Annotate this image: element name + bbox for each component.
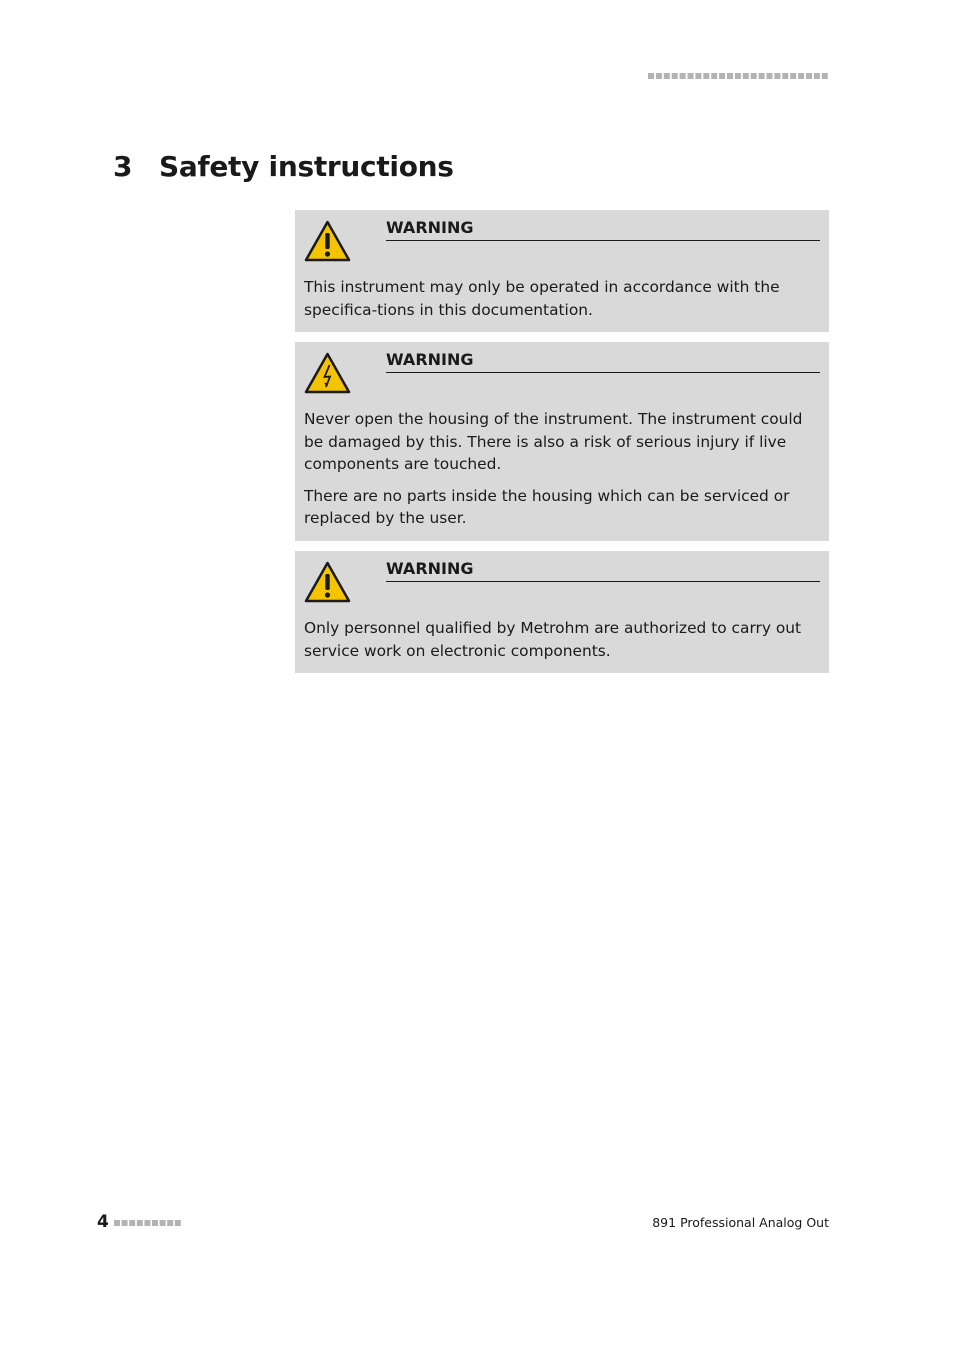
dot <box>688 73 694 79</box>
dot <box>719 73 725 79</box>
chapter-title-text: Safety instructions <box>159 150 454 183</box>
electrical-hazard-icon <box>304 352 351 394</box>
dot <box>680 73 686 79</box>
dot <box>751 73 757 79</box>
warning-text: Never open the housing of the instrument. The instrument could be damaged by this. There is also a risk of serious injury if live components are touched. <box>304 410 803 473</box>
dot <box>822 73 828 79</box>
product-name: 891 Professional Analog Out <box>652 1215 829 1230</box>
warning-box-3 <box>295 551 829 673</box>
dot <box>122 1220 128 1226</box>
general-warning-icon <box>304 220 351 262</box>
warning-box-1 <box>295 210 829 332</box>
dot <box>790 73 796 79</box>
warning-heading: WARNING <box>386 559 820 582</box>
dot <box>774 73 780 79</box>
header-dot-ornament <box>648 72 829 80</box>
dot <box>664 73 670 79</box>
dot <box>175 1220 181 1226</box>
warning-body <box>304 617 820 671</box>
warning-heading: WARNING <box>386 350 820 373</box>
warning-body <box>304 408 820 539</box>
dot <box>782 73 788 79</box>
dot <box>160 1220 166 1226</box>
dot <box>806 73 812 79</box>
dot <box>672 73 678 79</box>
dot <box>152 1220 158 1226</box>
dot <box>798 73 804 79</box>
dot <box>167 1220 173 1226</box>
dot <box>144 1220 150 1226</box>
chapter-number: 3 <box>113 150 133 183</box>
dot <box>703 73 709 79</box>
warning-box-2 <box>295 342 829 541</box>
dot <box>759 73 765 79</box>
warning-body <box>304 276 820 330</box>
dot <box>129 1220 135 1226</box>
general-warning-icon <box>304 561 351 603</box>
footer-dot-ornament <box>114 1219 182 1227</box>
dot <box>114 1220 120 1226</box>
dot <box>735 73 741 79</box>
dot <box>648 73 654 79</box>
dot <box>743 73 749 79</box>
warning-text: Only personnel qualified by Metrohm are authorized to carry out service work on electronic components. <box>304 619 802 660</box>
warning-text: There are no parts inside the housing which can be serviced or replaced by the user. <box>304 486 790 527</box>
dot <box>814 73 820 79</box>
chapter-title <box>113 150 454 183</box>
warning-text: This instrument may only be operated in accordance with the specifica-tions in this documentation. <box>304 278 780 319</box>
dot <box>656 73 662 79</box>
dot <box>137 1220 143 1226</box>
page-number: 4 <box>97 1212 109 1232</box>
dot <box>695 73 701 79</box>
warning-heading: WARNING <box>386 218 820 241</box>
dot <box>711 73 717 79</box>
dot <box>767 73 773 79</box>
dot <box>727 73 733 79</box>
